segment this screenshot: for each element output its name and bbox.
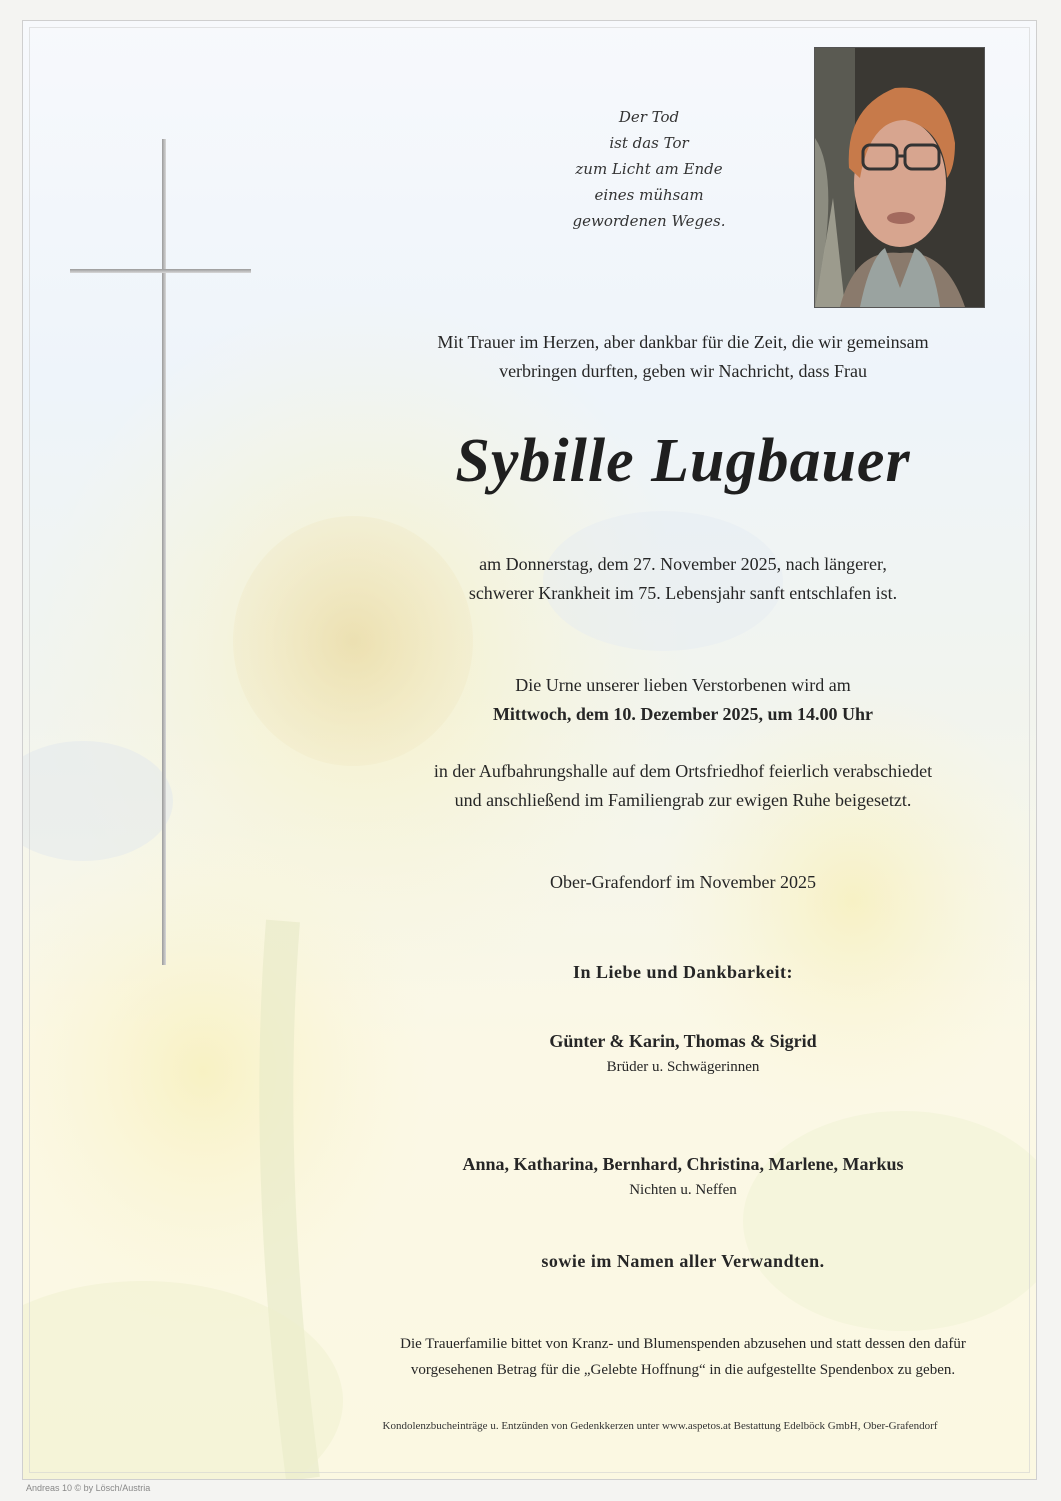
donation-notice <box>345 1331 1021 1383</box>
mourner-names: Günter & Karin, Thomas & Sigrid <box>549 1031 817 1051</box>
mourner-group <box>345 1150 1021 1201</box>
portrait-photo <box>814 47 985 308</box>
urn-notice <box>345 671 1021 729</box>
donation-line: vorgesehenen Betrag für die „Gelebte Hoffnung“ in die aufgestellte Spendenbox zu geben. <box>410 1362 956 1378</box>
urn-line: Die Urne unserer lieben Verstorbenen wird am <box>515 675 851 695</box>
death-line: schwerer Krankheit im 75. Lebensjahr sanft entschlafen ist. <box>468 583 898 603</box>
ceremony-line: und anschließend im Familiengrab zur ewigen Ruhe beigesetzt. <box>454 790 912 810</box>
intro-line: Mit Trauer im Herzen, aber dankbar für die Zeit, die wir gemeinsam <box>437 332 929 352</box>
intro-line: verbringen durften, geben wir Nachricht, dass Frau <box>499 361 867 381</box>
relatives-line: sowie im Namen aller Verwandten. <box>541 1251 825 1271</box>
cross-vertical-beam <box>162 139 166 965</box>
ceremony-notice <box>345 757 1021 815</box>
mourner-group <box>345 1027 1021 1078</box>
place-date: Ober-Grafendorf im November 2025 <box>549 872 817 892</box>
quote-line: Der Tod <box>618 108 680 126</box>
quote-line: gewordenen Weges. <box>572 212 726 230</box>
death-notice <box>345 550 1021 608</box>
death-line: am Donnerstag, dem 27. November 2025, nach längerer, <box>479 554 887 574</box>
intro-text <box>345 328 1021 386</box>
memorial-quote <box>543 104 755 234</box>
obituary-card <box>22 20 1037 1480</box>
cross-horizontal-beam <box>70 269 251 273</box>
mourner-relation: Brüder u. Schwägerinnen <box>606 1059 760 1075</box>
deceased-name: Sybille Lugbauer <box>455 427 911 495</box>
mourners-heading: In Liebe und Dankbarkeit: <box>572 962 794 982</box>
footer-notice: Kondolenzbucheinträge u. Entzünden von Gedenkkerzen unter www.aspetos.at Bestattung Edelböck GmbH, Ober-Grafendorf <box>382 1420 938 1432</box>
urn-date-time: Mittwoch, dem 10. Dezember 2025, um 14.00 Uhr <box>492 704 874 724</box>
donation-line: Die Trauerfamilie bittet von Kranz- und Blumenspenden abzusehen und statt dessen den dafür <box>400 1336 966 1352</box>
mourner-relation: Nichten u. Neffen <box>629 1182 737 1198</box>
mourner-names: Anna, Katharina, Bernhard, Christina, Marlene, Markus <box>462 1154 904 1174</box>
quote-line: eines mühsam <box>594 186 704 204</box>
quote-line: ist das Tor <box>609 134 689 152</box>
quote-line: zum Licht am Ende <box>575 160 723 178</box>
ceremony-line: in der Aufbahrungshalle auf dem Ortsfriedhof feierlich verabschiedet <box>433 761 933 781</box>
maker-imprint: Andreas 10 © by Lösch/Austria <box>26 1483 151 1493</box>
